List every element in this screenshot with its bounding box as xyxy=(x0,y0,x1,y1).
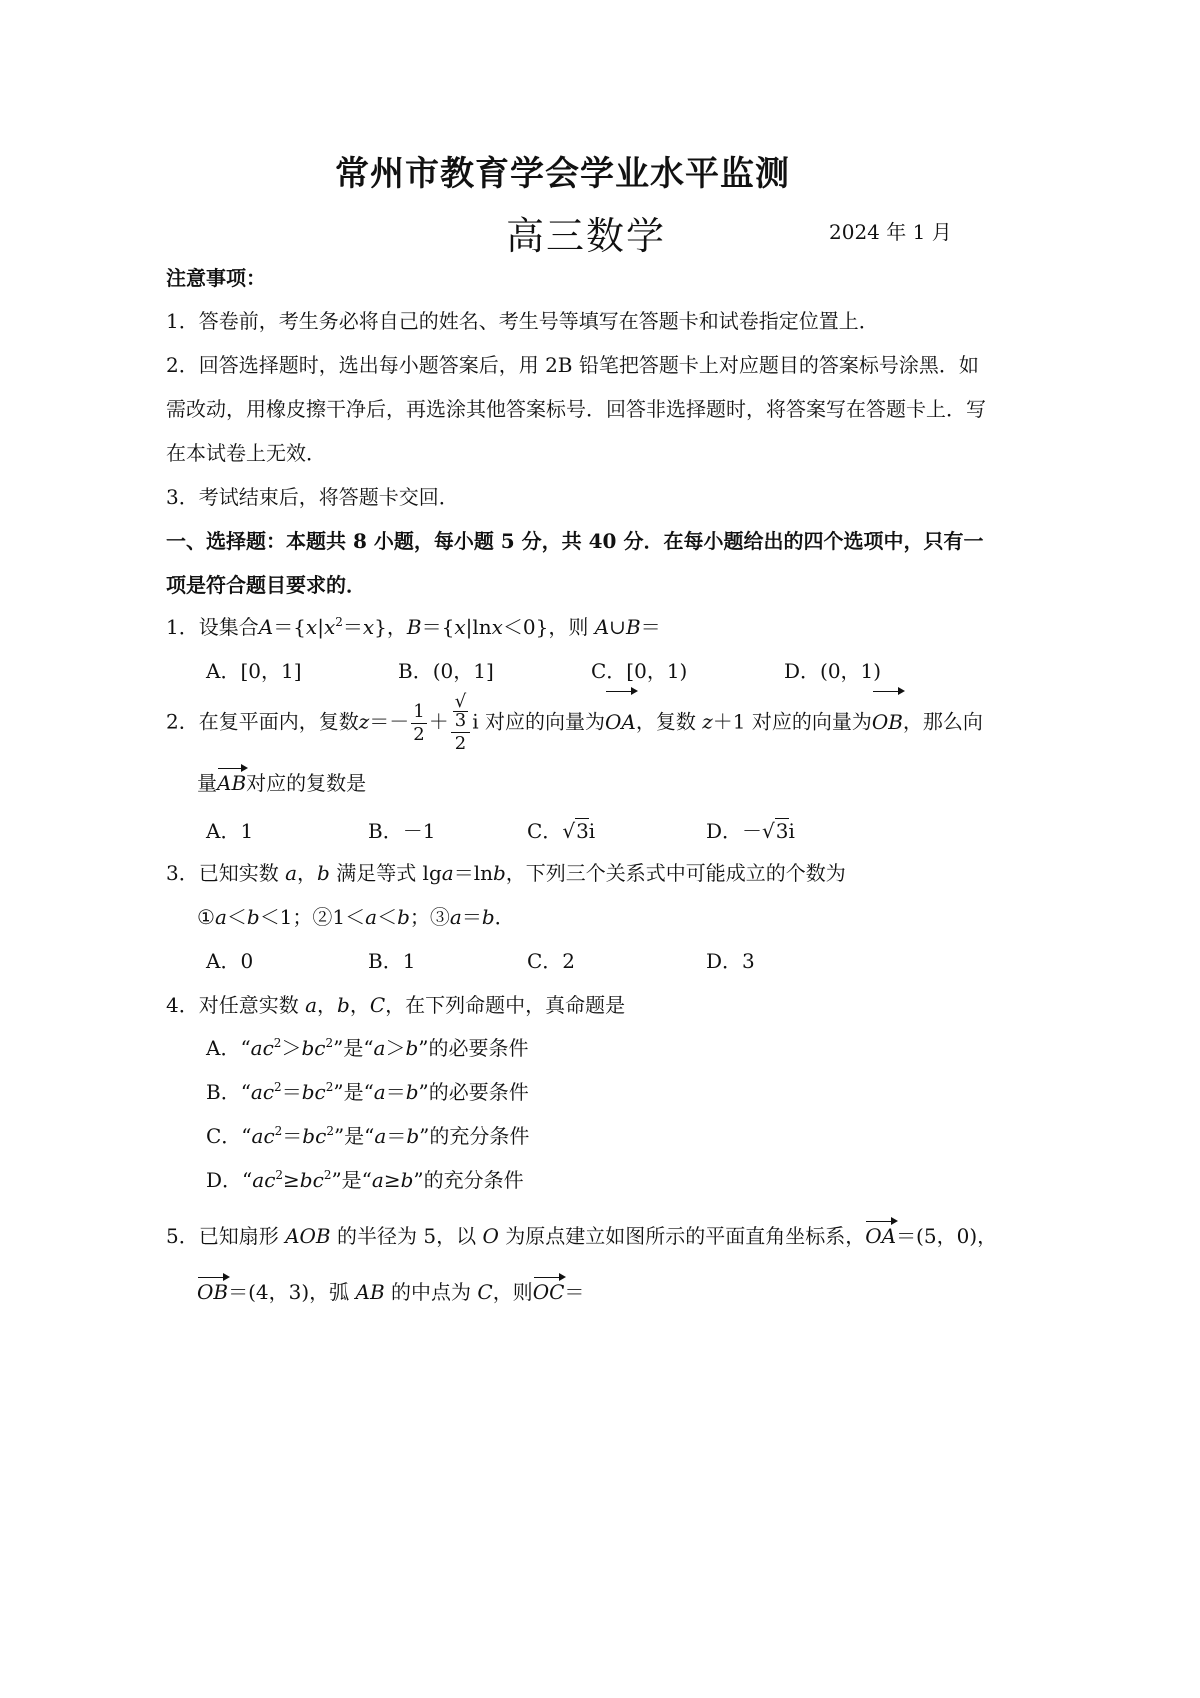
section-1-line-2: 项是符合题目要求的． xyxy=(166,573,366,597)
question-2-stem-line-1: 2．在复平面内，复数z＝－ $\frac{1}{2}$ ＋ √ 3 2 i 对应的向量为OA，复数 z＋1 对应的向量为OB，那么向 xyxy=(166,691,983,754)
q5-ob-value: ＝(4，3)，弧 xyxy=(228,1280,350,1304)
q4-option-a-tail: 的必要条件 xyxy=(428,1036,529,1060)
q4-option-b: B．“$ac^2=bc^2$”是“a＝b”的必要条件 xyxy=(206,1080,529,1104)
q2-mid-1: 对应的向量为 xyxy=(484,709,605,734)
q3-option-a: A．0 xyxy=(206,949,254,973)
q1-option-a: A．[0，1] xyxy=(206,659,302,683)
q2-line2-b: 对应的复数是 xyxy=(246,771,367,795)
question-5-stem-line-1: 5．已知扇形 AOB 的半径为 5，以 O 为原点建立如图所示的平面直角坐标系，OA＝(5，0)， xyxy=(166,1224,998,1248)
q5-prefix: 5．已知扇形 xyxy=(166,1224,279,1248)
q4-option-c-tail: 的充分条件 xyxy=(429,1124,530,1148)
q2-option-c-label: C． xyxy=(527,819,563,843)
q5-tail: ，则 xyxy=(492,1280,533,1304)
vector-oc: OC xyxy=(532,1280,565,1304)
q2-prefix: 2．在复平面内，复数 xyxy=(166,709,359,734)
q1-option-c: C．[0，1) xyxy=(591,659,688,683)
q2-option-b: B．－1 xyxy=(368,819,436,843)
q1-option-d: D．(0，1) xyxy=(784,659,882,683)
q2-option-d-label: D．－ xyxy=(706,819,763,843)
notice-item-2-line-1: 2．回答选择题时，选出每小题答案后，用 2B 铅笔把答题卡上对应题目的答案标号涂黑．如 xyxy=(166,353,979,377)
q4-option-d-tail: 的充分条件 xyxy=(423,1168,524,1192)
q4-prefix: 4．对任意实数 xyxy=(166,993,299,1017)
question-1-stem: 1．设集合$A=\{x|x^2=x\}$，B＝{x|lnx＜0}，则 A∪B＝ xyxy=(166,615,661,639)
subject-title: 高三数学 xyxy=(506,214,667,258)
q3-option-b: B．1 xyxy=(368,949,416,973)
q2-option-c: C．√3i xyxy=(527,819,596,843)
question-5-stem-line-2: OB＝(4，3)，弧 AB 的中点为 C，则OC＝ xyxy=(197,1280,585,1304)
q2-option-d: D．－√3i xyxy=(706,819,795,843)
q1-option-b: B．(0，1] xyxy=(398,659,494,683)
notice-item-2-line-3: 在本试卷上无效． xyxy=(166,441,326,465)
vector-oa-q5: OA xyxy=(865,1224,897,1248)
notice-item-1: 1．答卷前，考生务必将自己的姓名、考生号等填写在答题卡和试卷指定位置上． xyxy=(166,309,879,333)
q2-option-a: A．1 xyxy=(206,819,254,843)
q3-option-c: C．2 xyxy=(527,949,576,973)
q5-oa-value: ＝(5，0)， xyxy=(896,1224,998,1248)
q5-mid-3: 的中点为 xyxy=(391,1280,472,1304)
q2-line2-a: 量 xyxy=(197,771,217,795)
section-1-line-1: 一、选择题：本题共 8 小题，每小题 5 分，共 40 分．在每小题给出的四个选项中，只有一 xyxy=(166,529,984,553)
vector-oa: OA xyxy=(605,694,636,750)
vector-ob: OB xyxy=(872,694,903,750)
question-4-stem: 4．对任意实数 a，b，C，在下列命题中，真命题是 xyxy=(166,993,626,1017)
q1-prefix: 1．设集合 xyxy=(166,615,259,639)
fraction-one-half: $\frac{1}{2}$ xyxy=(413,700,425,745)
q4-option-c: C．“$ac^2=bc^2$”是“a＝b”的充分条件 xyxy=(206,1124,530,1148)
q5-mid-2: 为原点建立如图所示的平面直角坐标系， xyxy=(505,1224,866,1248)
exam-date: 2024 年 1 月 xyxy=(829,220,952,244)
q2-mid-2: ，复数 xyxy=(635,709,696,734)
q4-option-a: A．“$ac^2>bc^2$”是“a＞b”的必要条件 xyxy=(206,1036,529,1060)
notice-item-2-line-2: 需改动，用橡皮擦干净后，再选涂其他答案标号．回答非选择题时，将答案写在答题卡上．写 xyxy=(166,397,986,421)
vector-ob-q5: OB xyxy=(197,1280,229,1304)
q3-tail: ，下列三个关系式中可能成立的个数为 xyxy=(505,861,846,885)
notice-item-3: 3．考试结束后，将答题卡交回． xyxy=(166,485,459,509)
fraction-root3-over-2: √ 3 2 xyxy=(451,693,470,753)
q2-mid-3: 对应的向量为 xyxy=(751,709,872,734)
question-2-stem-line-2 xyxy=(197,767,366,796)
notice-heading: 注意事项： xyxy=(166,266,266,290)
vector-ab: AB xyxy=(217,771,247,795)
q5-mid-1: 的半径为 5，以 xyxy=(337,1224,477,1248)
question-3-stem: 3．已知实数 a，b 满足等式 lga＝lnb，下列三个关系式中可能成立的个数为 xyxy=(166,861,846,885)
q3-mid: 满足等式 xyxy=(336,861,417,885)
q3-prefix: 3．已知实数 xyxy=(166,861,279,885)
q4-option-b-tail: 的必要条件 xyxy=(428,1080,529,1104)
q4-option-d: D．“$ac^2\ge bc^2$”是“a≥b”的充分条件 xyxy=(206,1168,524,1192)
q3-option-d: D．3 xyxy=(706,949,755,973)
q4-tail: ，在下列命题中，真命题是 xyxy=(385,993,626,1017)
q2-tail: ，那么向 xyxy=(902,709,983,734)
exam-title: 常州市教育学会学业水平监测 xyxy=(335,154,790,194)
question-3-relations: ①a＜b＜1；②1＜a＜b；③a＝b． xyxy=(197,905,515,929)
